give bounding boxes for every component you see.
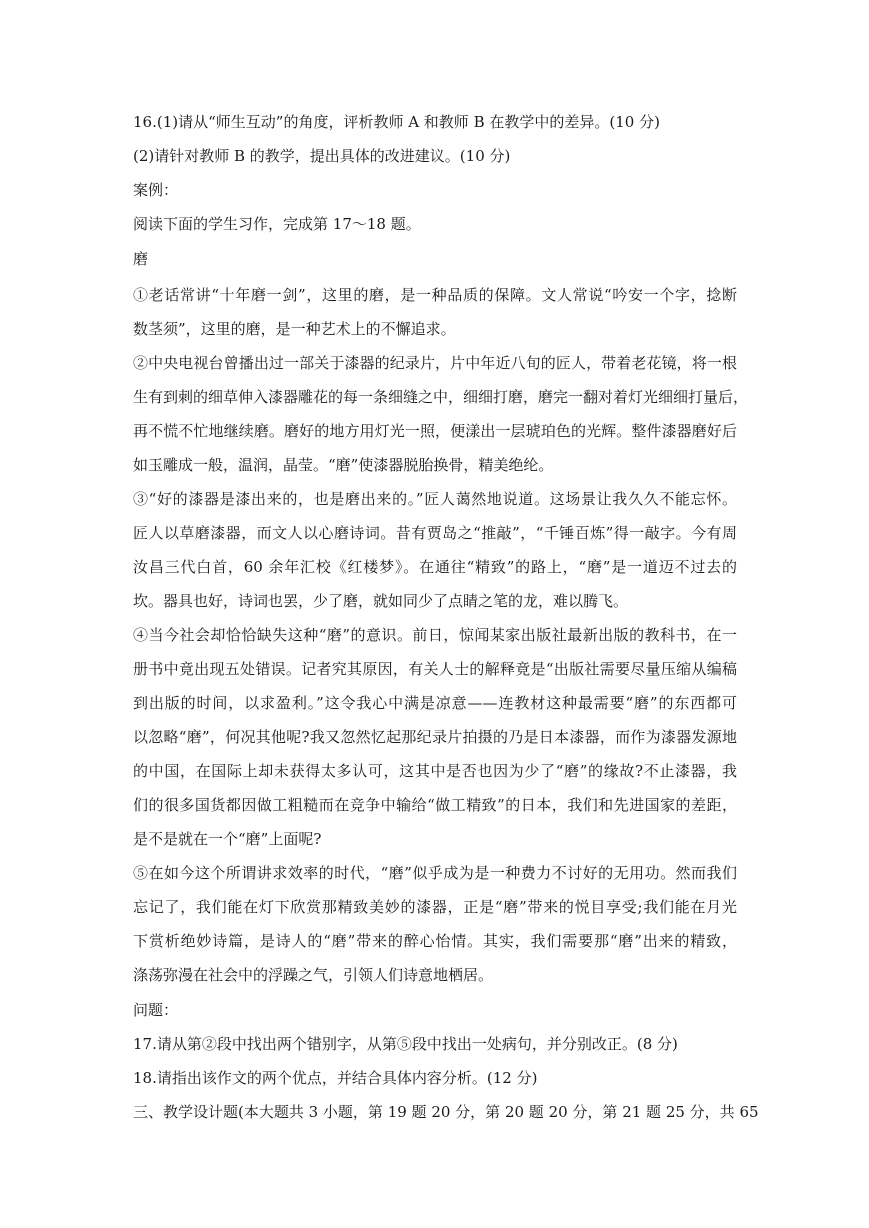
essay-paragraph-5-line-4: 涤荡弥漫在社会中的浮躁之气，引领人们诗意地栖居。 <box>133 966 494 984</box>
essay-paragraph-1-line-1: ①老话常讲“十年磨一剑”，这里的磨，是一种品质的保障。文人常说“吟安一个字，捻断 <box>133 286 737 304</box>
essay-paragraph-1-line-2: 数茎须”，这里的磨，是一种艺术上的不懈追求。 <box>133 320 456 338</box>
essay-paragraph-3-line-4: 坎。器具也好，诗词也罢，少了磨，就如同少了点睛之笔的龙，难以腾飞。 <box>133 592 629 610</box>
section-three-heading: 三、教学设计题(本大题共 3 小题，第 19 题 20 分，第 20 题 20 分，第 21 题 25 分，共 65 <box>133 1103 759 1121</box>
essay-paragraph-5-line-1: ⑤在如今这个所谓讲求效率的时代，“磨”似乎成为是一种费力不讨好的无用功。然而我们 <box>133 864 737 882</box>
essay-paragraph-3-line-1: ③“好的漆器是漆出来的，也是磨出来的。”匠人蔼然地说道。这场景让我久久不能忘怀。 <box>133 490 737 508</box>
essay-paragraph-2-line-4: 如玉雕成一般，温润，晶莹。“磨”使漆器脱胎换骨，精美绝纶。 <box>133 456 554 474</box>
essay-paragraph-5-line-3: 下赏析绝妙诗篇，是诗人的“磨”带来的醉心怡情。其实，我们需要那“磨”出来的精致， <box>133 932 737 950</box>
essay-paragraph-2-line-1: ②中央电视台曾播出过一部关于漆器的纪录片，片中年近八旬的匠人，带着老花镜，将一根 <box>133 354 737 372</box>
essay-paragraph-4-line-2: 册书中竟出现五处错误。记者究其原因，有关人士的解释竟是“出版社需要尽量压缩从编稿 <box>133 660 737 678</box>
essay-paragraph-4-line-6: 们的很多国货都因做工粗糙而在竞争中输给“做工精致”的日本，我们和先进国家的差距， <box>133 796 737 814</box>
questions-label: 问题： <box>133 1001 179 1019</box>
essay-paragraph-3-line-3: 汝昌三代白首，60 余年汇校《红楼梦》。在通往“精致”的路上，“磨”是一道迈不过去的 <box>133 558 737 576</box>
essay-paragraph-3-line-2: 匠人以草磨漆器，而文人以心磨诗词。昔有贾岛之“推敲”，“千锤百炼”得一敲字。今有周 <box>133 524 737 542</box>
essay-paragraph-5-line-2: 忘记了，我们能在灯下欣赏那精致美妙的漆器，正是“磨”带来的悦目享受;我们能在月光 <box>133 898 737 916</box>
essay-title: 磨 <box>133 250 149 268</box>
question-18: 18.请指出该作文的两个优点，并结合具体内容分析。(12 分) <box>133 1069 538 1087</box>
essay-paragraph-4-line-4: 以忽略“磨”，何况其他呢?我又忽然忆起那纪录片拍摄的乃是日本漆器，而作为漆器发源地 <box>133 728 737 746</box>
essay-paragraph-4-line-5: 的中国，在国际上却未获得太多认可，这其中是否也因为少了“磨”的缘故?不止漆器，我 <box>133 762 737 780</box>
essay-paragraph-4-line-7: 是不是就在一个“磨”上面呢? <box>133 830 322 848</box>
essay-paragraph-2-line-3: 再不慌不忙地继续磨。磨好的地方用灯光一照，便漾出一层琥珀色的光辉。整件漆器磨好后 <box>133 422 737 440</box>
essay-paragraph-4-line-1: ④当今社会却恰恰缺失这种“磨”的意识。前日，惊闻某家出版社最新出版的教科书，在一 <box>133 626 737 644</box>
case-label: 案例： <box>133 181 179 199</box>
question-16-part-2: (2)请针对教师 B 的教学，提出具体的改进建议。(10 分) <box>133 147 511 165</box>
reading-instruction: 阅读下面的学生习作，完成第 17～18 题。 <box>133 215 421 233</box>
essay-paragraph-2-line-2: 生有到刺的细草伸入漆器雕花的每一条细缝之中，细细打磨，磨完一翻对着灯光细细打量后， <box>133 388 749 406</box>
essay-paragraph-4-line-3: 到出版的时间，以求盈利。”这令我心中满是凉意——连教材这种最需要“磨”的东西都可 <box>133 694 737 712</box>
question-17: 17.请从第②段中找出两个错别字，从第⑤段中找出一处病句，并分别改正。(8 分) <box>133 1035 678 1053</box>
question-16-part-1: 16.(1)请从“师生互动”的角度，评析教师 A 和教师 B 在教学中的差异。(10 分) <box>133 113 660 131</box>
